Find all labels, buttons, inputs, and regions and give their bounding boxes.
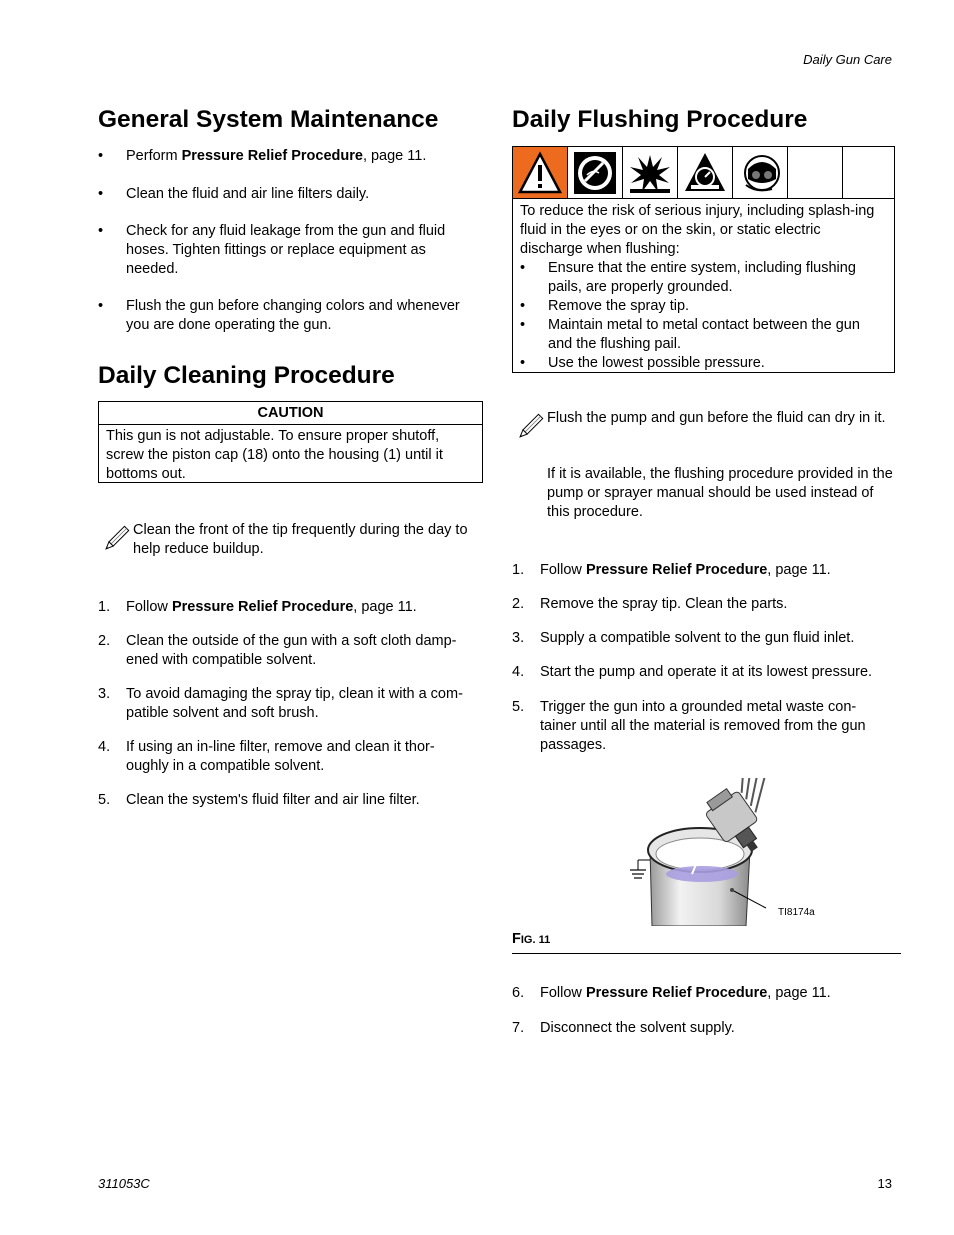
figure-rule [512,953,901,954]
pencil-note-icon [100,523,132,555]
daily-flushing-heading: Daily Flushing Procedure [512,106,808,133]
flushing-note: Flush the pump and gun before the fluid can dry in it. [547,410,886,426]
empty-icon-cell [843,147,894,198]
flushing-figure [620,778,830,926]
caution-box [98,401,483,483]
warning-box [512,146,895,373]
running-header: Daily Gun Care [803,52,892,67]
warning-triangle-icon [513,147,568,198]
warning-text: To reduce the risk of serious injury, including splash-ing fluid in the eyes or on the skin, or static electric discharge when flushing: • Ensure that the entire system, including flushing pails, are properly grounded. • Remove the spray tip. • Maintain metal to metal contact between the gun and the flushing pail. • Use the lowest possible pressure. [513,199,894,373]
caution-title: CAUTION [99,402,482,425]
caution-text: This gun is not adjustable. To ensure proper shutoff, screw the piston cap (18) onto the housing (1) until it bottoms out. [106,428,443,482]
list-item: • Ensure that the entire system, including flushing pails, are properly grounded. [520,260,856,295]
safety-goggles-icon [733,147,788,198]
pressure-relief-reference: Pressure Relief Procedure [181,148,363,164]
list-item: • Maintain metal to metal contact between the gun and the flushing pail. [520,317,860,352]
cleaning-note: Clean the front of the tip frequently during the day to help reduce buildup. [133,522,468,557]
no-skin-injection-icon [568,147,623,198]
list-item: • Remove the spray tip. [520,298,690,314]
explosion-icon [623,147,678,198]
general-maintenance-heading: General System Maintenance [98,106,439,133]
list-item: • Use the lowest possible pressure. [520,355,765,371]
figure-id: TI8174a [778,907,815,918]
warning-icon-row [513,147,894,199]
pencil-note-icon [514,411,546,443]
figure-caption: FIG. 11 [512,931,551,947]
page-number: 13 [877,1176,892,1191]
document-number: 311053C [98,1176,150,1191]
pressure-relief-icon [678,147,733,198]
empty-icon-cell [788,147,843,198]
flushing-note-secondary: If it is available, the flushing procedure provided in the pump or sprayer manual should be used instead of this procedure. [547,466,893,520]
daily-cleaning-heading: Daily Cleaning Procedure [98,362,395,389]
